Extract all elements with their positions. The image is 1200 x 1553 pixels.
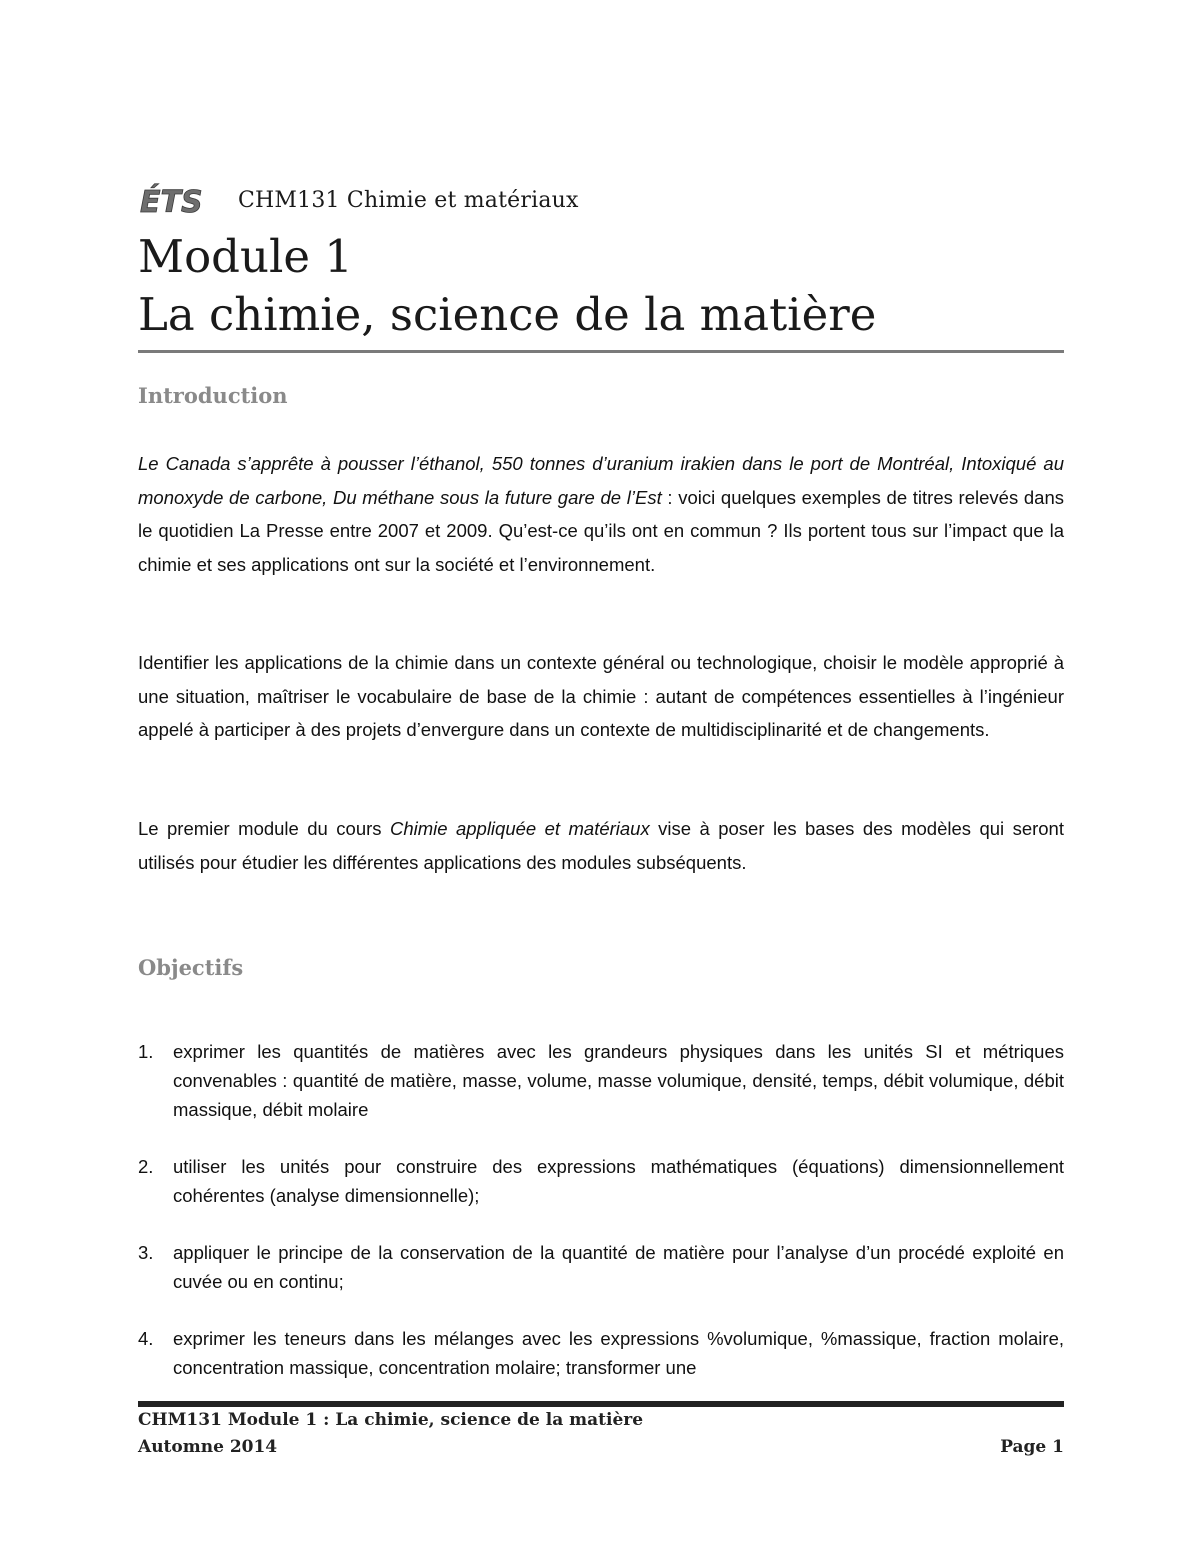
objective-number: 1. bbox=[138, 1041, 154, 1062]
objective-text: exprimer les quantités de matières avec les grandeurs physiques dans les unités SI et métriques convenables : quantité de matière, masse, volume, masse volumique, densité, temps, débit volumique, débit massique, débit molaire bbox=[173, 1041, 1064, 1120]
course-header bbox=[138, 180, 579, 220]
ets-logo-text: ÉTS bbox=[140, 185, 203, 218]
intro-paragraph-3-after: vise à poser les bases des modèles qui seront utilisés pour étudier les différentes applications des modules subséquents. bbox=[138, 818, 1064, 873]
footer-divider bbox=[138, 1401, 1064, 1407]
intro-paragraph-3 bbox=[138, 812, 1064, 879]
ets-logo bbox=[138, 182, 216, 218]
objective-text: utiliser les unités pour construire des expressions mathématiques (équations) dimensionnellement cohérentes (analyse dimensionnelle); bbox=[173, 1156, 1064, 1206]
headline-2: 550 tonnes d’uranium irakien dans le port de Montréal bbox=[491, 453, 950, 474]
headline-3: Intoxiqué au monoxyde de carbone bbox=[138, 453, 1064, 508]
intro-paragraph-1-rest: : voici quelques exemples de titres relevés dans le quotidien La Presse entre 2007 et 2009. Qu’est-ce qu’ils ont en commun ? Ils portent tous sur l’impact que la chimie et ses applications ont sur la société et l’environnement. bbox=[138, 486, 1064, 575]
course-title: CHM131 Chimie et matériaux bbox=[238, 187, 579, 213]
intro-paragraph-3-before: Le premier module du cours bbox=[138, 818, 390, 839]
objective-text: appliquer le principe de la conservation de la quantité de matière pour l’analyse d’un procédé exploité en cuvée ou en continu; bbox=[173, 1242, 1064, 1292]
module-number: Module 1 bbox=[138, 230, 353, 283]
footer-session: Automne 2014 bbox=[138, 1437, 278, 1457]
footer-course-module: CHM131 Module 1 : La chimie, science de la matière bbox=[138, 1410, 644, 1430]
footer-page-number: Page 1 bbox=[1000, 1437, 1064, 1457]
title-divider bbox=[138, 350, 1064, 353]
headline-4: Du méthane sous la future gare de l’Est bbox=[332, 486, 662, 508]
objective-text: exprimer les teneurs dans les mélanges avec les expressions %volumique, %massique, fraction molaire, concentration massique, concentration molaire; transformer une bbox=[173, 1328, 1064, 1378]
objective-number: 2. bbox=[138, 1156, 154, 1177]
objective-number: 3. bbox=[138, 1242, 154, 1263]
objective-item bbox=[138, 1152, 1064, 1210]
objective-number: 4. bbox=[138, 1328, 154, 1349]
headline-separator: , bbox=[949, 453, 962, 474]
headline-separator: , bbox=[322, 486, 333, 508]
module-subtitle: La chimie, science de la matière bbox=[138, 288, 877, 341]
objectives-heading: Objectifs bbox=[138, 955, 244, 980]
introduction-heading: Introduction bbox=[138, 383, 288, 408]
objective-item bbox=[138, 1037, 1064, 1124]
intro-paragraph-1 bbox=[138, 447, 1064, 581]
objective-item bbox=[138, 1324, 1064, 1382]
headline-1: Le Canada s’apprête à pousser l’éthanol bbox=[138, 453, 480, 474]
objective-item bbox=[138, 1238, 1064, 1296]
headline-separator: , bbox=[479, 453, 492, 474]
course-name-italic: Chimie appliquée et matériaux bbox=[389, 818, 650, 839]
intro-paragraph-2: Identifier les applications de la chimie dans un contexte général ou technologique, choisir le modèle approprié à une situation, maîtriser le vocabulaire de base de la chimie : autant de compétences essentielles à l’ingénieur appelé à participer à des projets d’envergure dans un contexte de multidisciplinarité et de changements. bbox=[138, 652, 1064, 741]
module-title bbox=[138, 228, 876, 344]
